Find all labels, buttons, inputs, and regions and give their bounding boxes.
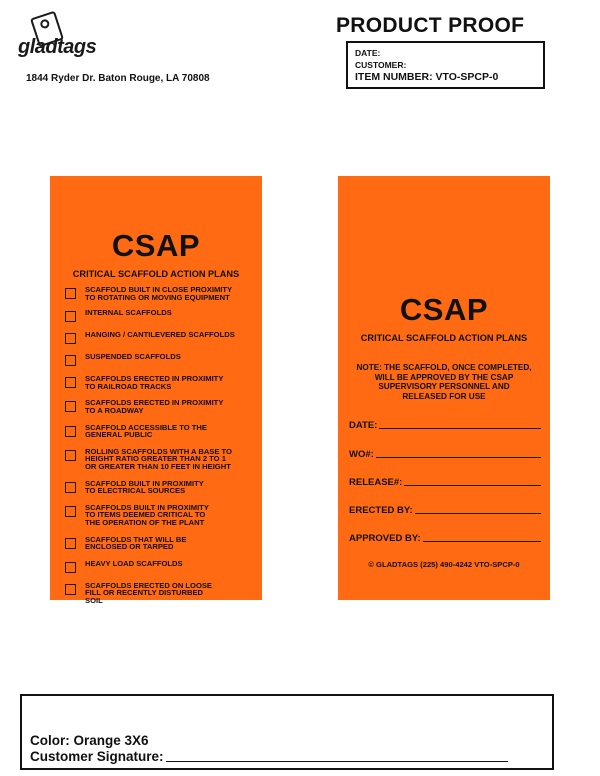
checklist-item	[65, 504, 257, 527]
checklist-item-line: SCAFFOLD ACCESSIBLE TO THE	[85, 422, 207, 432]
checklist-item-line: SCAFFOLDS ERECTED IN PROXIMITY	[85, 398, 224, 408]
tag-back-subtitle: CRITICAL SCAFFOLD ACTION PLANS	[360, 333, 528, 343]
tag-field-line[interactable]	[404, 485, 541, 486]
checklist-item-line: SCAFFOLDS THAT WILL BE	[85, 534, 187, 544]
tag-field-label: APPROVED BY:	[349, 533, 421, 544]
checklist-item-label	[85, 560, 183, 568]
checklist-item-line: SCAFFOLDS ERECTED IN PROXIMITY	[85, 374, 224, 384]
checklist-item-label	[85, 399, 223, 414]
checklist-item-label	[85, 353, 181, 361]
csap-checklist	[65, 286, 257, 604]
proof-info-box	[346, 41, 545, 89]
checklist-item	[65, 331, 257, 344]
checklist-item-label	[85, 536, 186, 551]
checklist-item-line: ROLLING SCAFFOLDS WITH A BASE TO	[85, 446, 232, 456]
checklist-item-line: TO ROTATING OR MOVING EQUIPMENT	[85, 292, 230, 302]
tag-field-label: DATE:	[349, 420, 378, 431]
note-line: WILL BE APPROVED BY THE CSAP	[374, 372, 514, 382]
approval-note	[350, 363, 538, 401]
tag-field-line[interactable]	[376, 457, 541, 458]
tag-field-row	[349, 477, 541, 488]
checkbox[interactable]	[65, 450, 76, 461]
proof-title: PRODUCT PROOF	[336, 14, 525, 37]
signature-row	[30, 749, 508, 764]
checkbox[interactable]	[65, 506, 76, 517]
tag-back-title: CSAP	[399, 292, 489, 327]
checklist-item-line: THE OPERATION OF THE PLANT	[85, 517, 205, 527]
checklist-item	[65, 448, 257, 471]
checklist-item	[65, 286, 257, 301]
checkbox[interactable]	[65, 401, 76, 412]
checklist-item	[65, 375, 257, 390]
note-line: RELEASED FOR USE	[402, 391, 486, 401]
checklist-item	[65, 480, 257, 495]
checkbox[interactable]	[65, 538, 76, 549]
checklist-item-label	[85, 331, 235, 339]
checklist-item-line: HEAVY LOAD SCAFFOLDS	[85, 558, 183, 568]
checklist-item-line: TO RAILROAD TRACKS	[85, 381, 172, 391]
checklist-item-label	[85, 286, 232, 301]
tag-field-label: ERECTED BY:	[349, 505, 413, 516]
proof-date: DATE:	[355, 48, 381, 58]
tag-field-row	[349, 449, 541, 460]
checkbox[interactable]	[65, 288, 76, 299]
checklist-item	[65, 399, 257, 414]
checklist-item-line: TO ELECTRICAL SOURCES	[85, 486, 186, 496]
checklist-item-line: TO A ROADWAY	[85, 405, 144, 415]
checklist-item	[65, 560, 257, 573]
checklist-item-label	[85, 424, 207, 439]
checklist-item-line: FILL OR RECENTLY DISTURBED	[85, 588, 203, 598]
checklist-item-line: OR GREATER THAN 10 FEET IN HEIGHT	[85, 461, 231, 471]
note-line: NOTE: THE SCAFFOLD, ONCE COMPLETED,	[356, 363, 532, 372]
checklist-item-line: SCAFFOLD BUILT IN CLOSE PROXIMITY	[85, 285, 233, 294]
signature-label: Customer Signature:	[30, 749, 164, 764]
checklist-item-line: HANGING / CANTILEVERED SCAFFOLDS	[85, 330, 235, 340]
checklist-item-label	[85, 448, 232, 471]
checkbox[interactable]	[65, 584, 76, 595]
tag-field-line[interactable]	[423, 541, 541, 542]
tag-front-title: CSAP	[111, 228, 201, 263]
proof-item-number: ITEM NUMBER: VTO-SPCP-0	[355, 71, 499, 83]
checklist-item-line: SCAFFOLD BUILT IN PROXIMITY	[85, 478, 204, 488]
checklist-item	[65, 424, 257, 439]
checklist-item-line: SOIL	[85, 595, 103, 605]
checklist-item-line: TO ITEMS DEEMED CRITICAL TO	[85, 510, 206, 520]
checkbox[interactable]	[65, 355, 76, 366]
tag-copyright: © GLADTAGS (225) 490-4242 VTO-SPCP-0	[368, 560, 520, 569]
checklist-item	[65, 582, 257, 605]
checkbox[interactable]	[65, 311, 76, 322]
checklist-item-line: SCAFFOLDS BUILT IN PROXIMITY	[85, 502, 209, 512]
tag-field-row	[349, 505, 541, 516]
tag-field-row	[349, 420, 541, 431]
checklist-item-line: GENERAL PUBLIC	[85, 430, 153, 440]
gladtags-logo	[18, 12, 108, 60]
checkbox[interactable]	[65, 426, 76, 437]
tag-front-subtitle: CRITICAL SCAFFOLD ACTION PLANS	[72, 269, 240, 279]
checklist-item-label	[85, 504, 209, 527]
checklist-item-label	[85, 309, 172, 317]
tag-field-label: WO#:	[349, 449, 374, 460]
checklist-item-line: ENCLOSED OR TARPED	[85, 542, 174, 552]
checklist-item-label	[85, 582, 212, 605]
approval-box	[20, 694, 554, 770]
checkbox[interactable]	[65, 562, 76, 573]
logo-text: gladtags	[18, 36, 97, 58]
company-address: 1844 Ryder Dr. Baton Rouge, LA 70808	[26, 73, 210, 84]
checkbox[interactable]	[65, 482, 76, 493]
color-line: Color: Orange 3X6	[30, 733, 149, 748]
checkbox[interactable]	[65, 333, 76, 344]
checklist-item-line: INTERNAL SCAFFOLDS	[85, 308, 172, 318]
checklist-item-line: SUSPENDED SCAFFOLDS	[85, 352, 181, 362]
tag-field-line[interactable]	[415, 513, 541, 514]
tag-field-row	[349, 533, 541, 544]
signature-line[interactable]	[166, 761, 508, 762]
checklist-item	[65, 309, 257, 322]
checklist-item-line: HEIGHT RATIO GREATER THAN 2 TO 1	[85, 454, 226, 464]
tag-field-line[interactable]	[379, 428, 541, 429]
tag-field-label: RELEASE#:	[349, 477, 403, 488]
tag-front	[50, 176, 262, 605]
checklist-item-label	[85, 480, 204, 495]
tag-back	[338, 176, 550, 600]
checklist-item	[65, 353, 257, 366]
note-line: SUPERVISORY PERSONNEL AND	[378, 382, 510, 391]
checklist-item-line: SCAFFOLDS ERECTED ON LOOSE	[85, 580, 212, 590]
proof-customer: CUSTOMER:	[355, 60, 407, 70]
checkbox[interactable]	[65, 377, 76, 388]
checklist-item-label	[85, 375, 223, 390]
checklist-item	[65, 536, 257, 551]
